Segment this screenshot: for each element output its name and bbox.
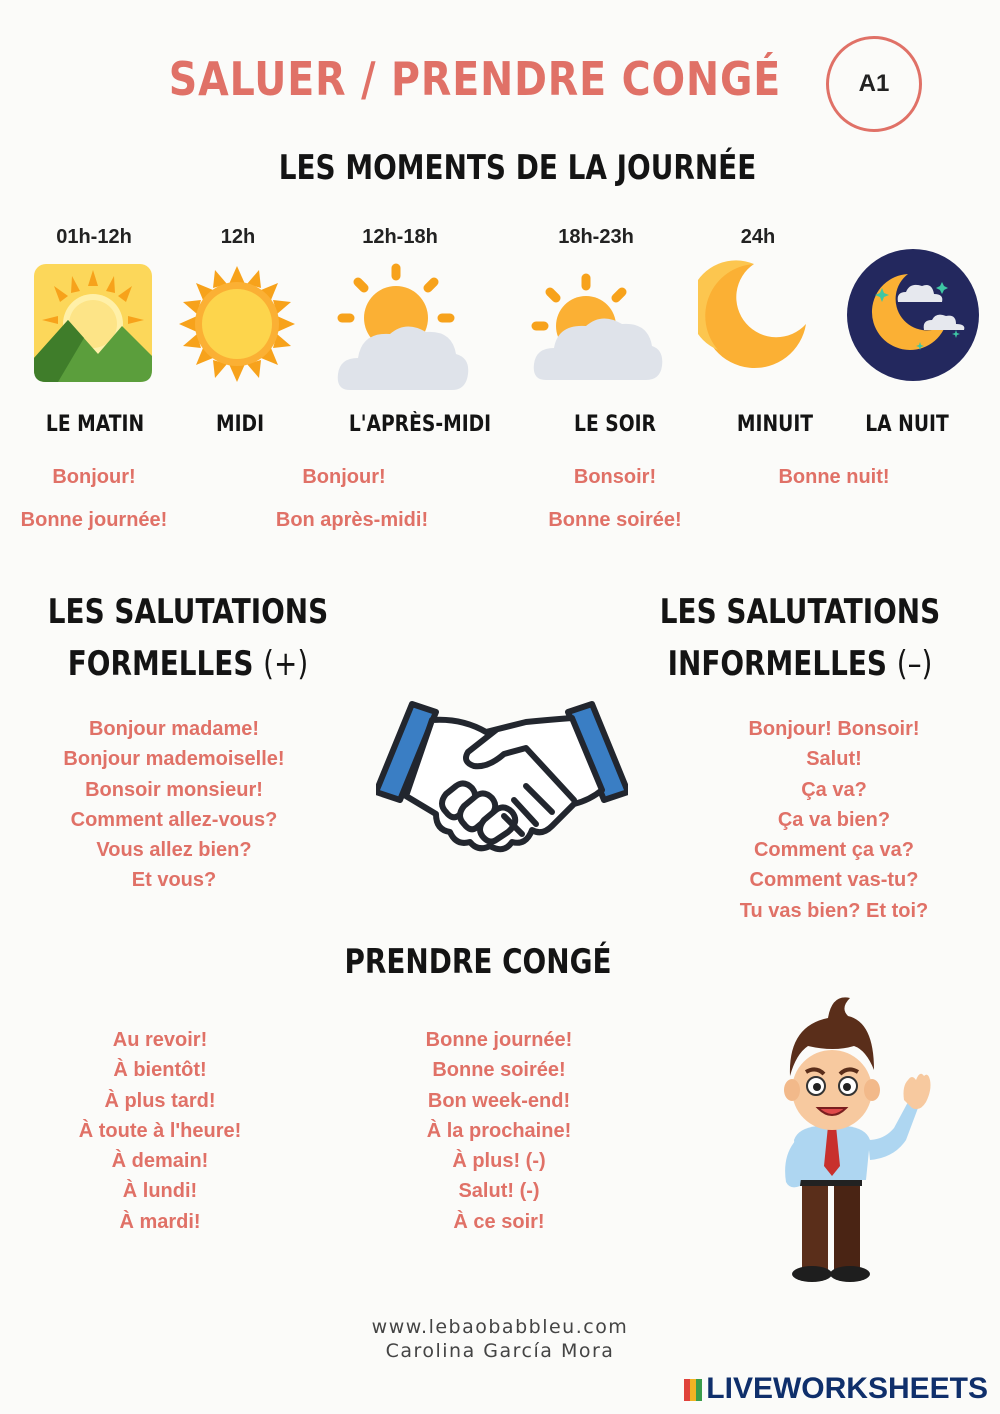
sunrise-icon (34, 264, 152, 382)
informal-heading-line2: INFORMELLES (667, 644, 887, 684)
formal-heading-line2: FORMELLES (67, 644, 254, 684)
list-item: À toute à l'heure! (78, 1119, 242, 1142)
list-item: Bonjour! Bonsoir! (748, 718, 920, 740)
list-item: Vous allez bien? (96, 839, 252, 862)
formal-heading-line1: LES SALUTATIONS (47, 592, 329, 632)
greeting-text: Bonne nuit! (778, 466, 890, 488)
list-item: Salut! (-) (458, 1180, 540, 1203)
time-label: 12h-18h (362, 226, 438, 248)
handshake-icon (376, 700, 628, 856)
moment-label: LA NUIT (865, 412, 949, 437)
sunset-cloud-icon (530, 272, 664, 382)
footer-website: www.lebaobabbleu.com (371, 1316, 629, 1338)
list-item: Bonne journée! (425, 1029, 573, 1051)
list-item: Bonjour mademoiselle! (63, 748, 285, 771)
moment-label: LE SOIR (574, 412, 656, 437)
list-item: À ce soir! (453, 1210, 545, 1233)
list-item: Comment ça va? (753, 839, 915, 862)
moment-label: MIDI (215, 412, 265, 437)
list-item: Bonne soirée! (432, 1059, 566, 1082)
brand-logo (684, 1372, 988, 1406)
moment-label: MINUIT (736, 412, 814, 437)
list-item: Ça va bien? (777, 808, 891, 831)
greeting-text: Bonjour! (302, 466, 386, 488)
greeting-text: Bonsoir! (573, 466, 657, 488)
night-moon-icon (846, 248, 980, 382)
list-item: À plus! (-) (452, 1150, 546, 1173)
leave-list-2 (349, 1025, 649, 1237)
brand-icon (684, 1379, 702, 1401)
informal-heading-line1: LES SALUTATIONS (659, 592, 941, 632)
greeting-text: Bonne soirée! (548, 509, 682, 531)
list-item: Tu vas bien? Et toi? (739, 899, 929, 922)
informal-sign: (–) (896, 644, 933, 684)
leave-heading: PRENDRE CONGÉ (344, 942, 612, 982)
page-title: SALUER / PRENDRE CONGÉ (168, 52, 782, 106)
informal-list (684, 714, 984, 926)
leave-list-1 (10, 1025, 310, 1237)
list-item: Salut! (806, 748, 862, 771)
list-item: À bientôt! (113, 1059, 207, 1082)
greeting-text: Bonne journée! (20, 509, 168, 531)
list-item: Bonsoir monsieur! (85, 778, 263, 801)
moment-label: L'APRÈS-MIDI (348, 412, 492, 437)
list-item: À plus tard! (104, 1089, 216, 1112)
list-item: À lundi! (122, 1180, 198, 1203)
formal-list (24, 714, 324, 896)
time-label: 24h (740, 226, 776, 248)
time-label: 12h (220, 226, 256, 248)
list-item: À demain! (111, 1150, 209, 1173)
time-label: 01h-12h (56, 226, 132, 248)
list-item: Et vous? (131, 869, 217, 892)
formal-sign: (+) (263, 644, 309, 684)
greeting-text: Bonjour! (52, 466, 136, 488)
moments-heading: LES MOMENTS DE LA JOURNÉE (278, 148, 757, 188)
waving-man-icon (774, 990, 934, 1285)
level-badge: A1 (826, 36, 922, 132)
footer-author: Carolina García Mora (385, 1340, 615, 1362)
list-item: Comment vas-tu? (749, 869, 919, 892)
time-label: 18h-23h (558, 226, 634, 248)
formal-heading (24, 586, 352, 690)
list-item: Au revoir! (112, 1029, 208, 1051)
list-item: Ça va? (801, 778, 867, 801)
greeting-text: Bon après-midi! (275, 509, 429, 531)
sun-cloud-icon (336, 262, 470, 390)
list-item: Bonjour madame! (88, 718, 260, 740)
moment-label: LE MATIN (45, 412, 145, 437)
moon-icon (698, 260, 810, 372)
list-item: À la prochaine! (426, 1119, 572, 1142)
sun-icon (178, 265, 296, 383)
list-item: À mardi! (119, 1210, 201, 1233)
brand-text: LIVEWORKSHEETS (706, 1372, 988, 1405)
list-item: Bon week-end! (427, 1089, 571, 1112)
informal-heading (636, 586, 964, 690)
list-item: Comment allez-vous? (70, 808, 278, 831)
